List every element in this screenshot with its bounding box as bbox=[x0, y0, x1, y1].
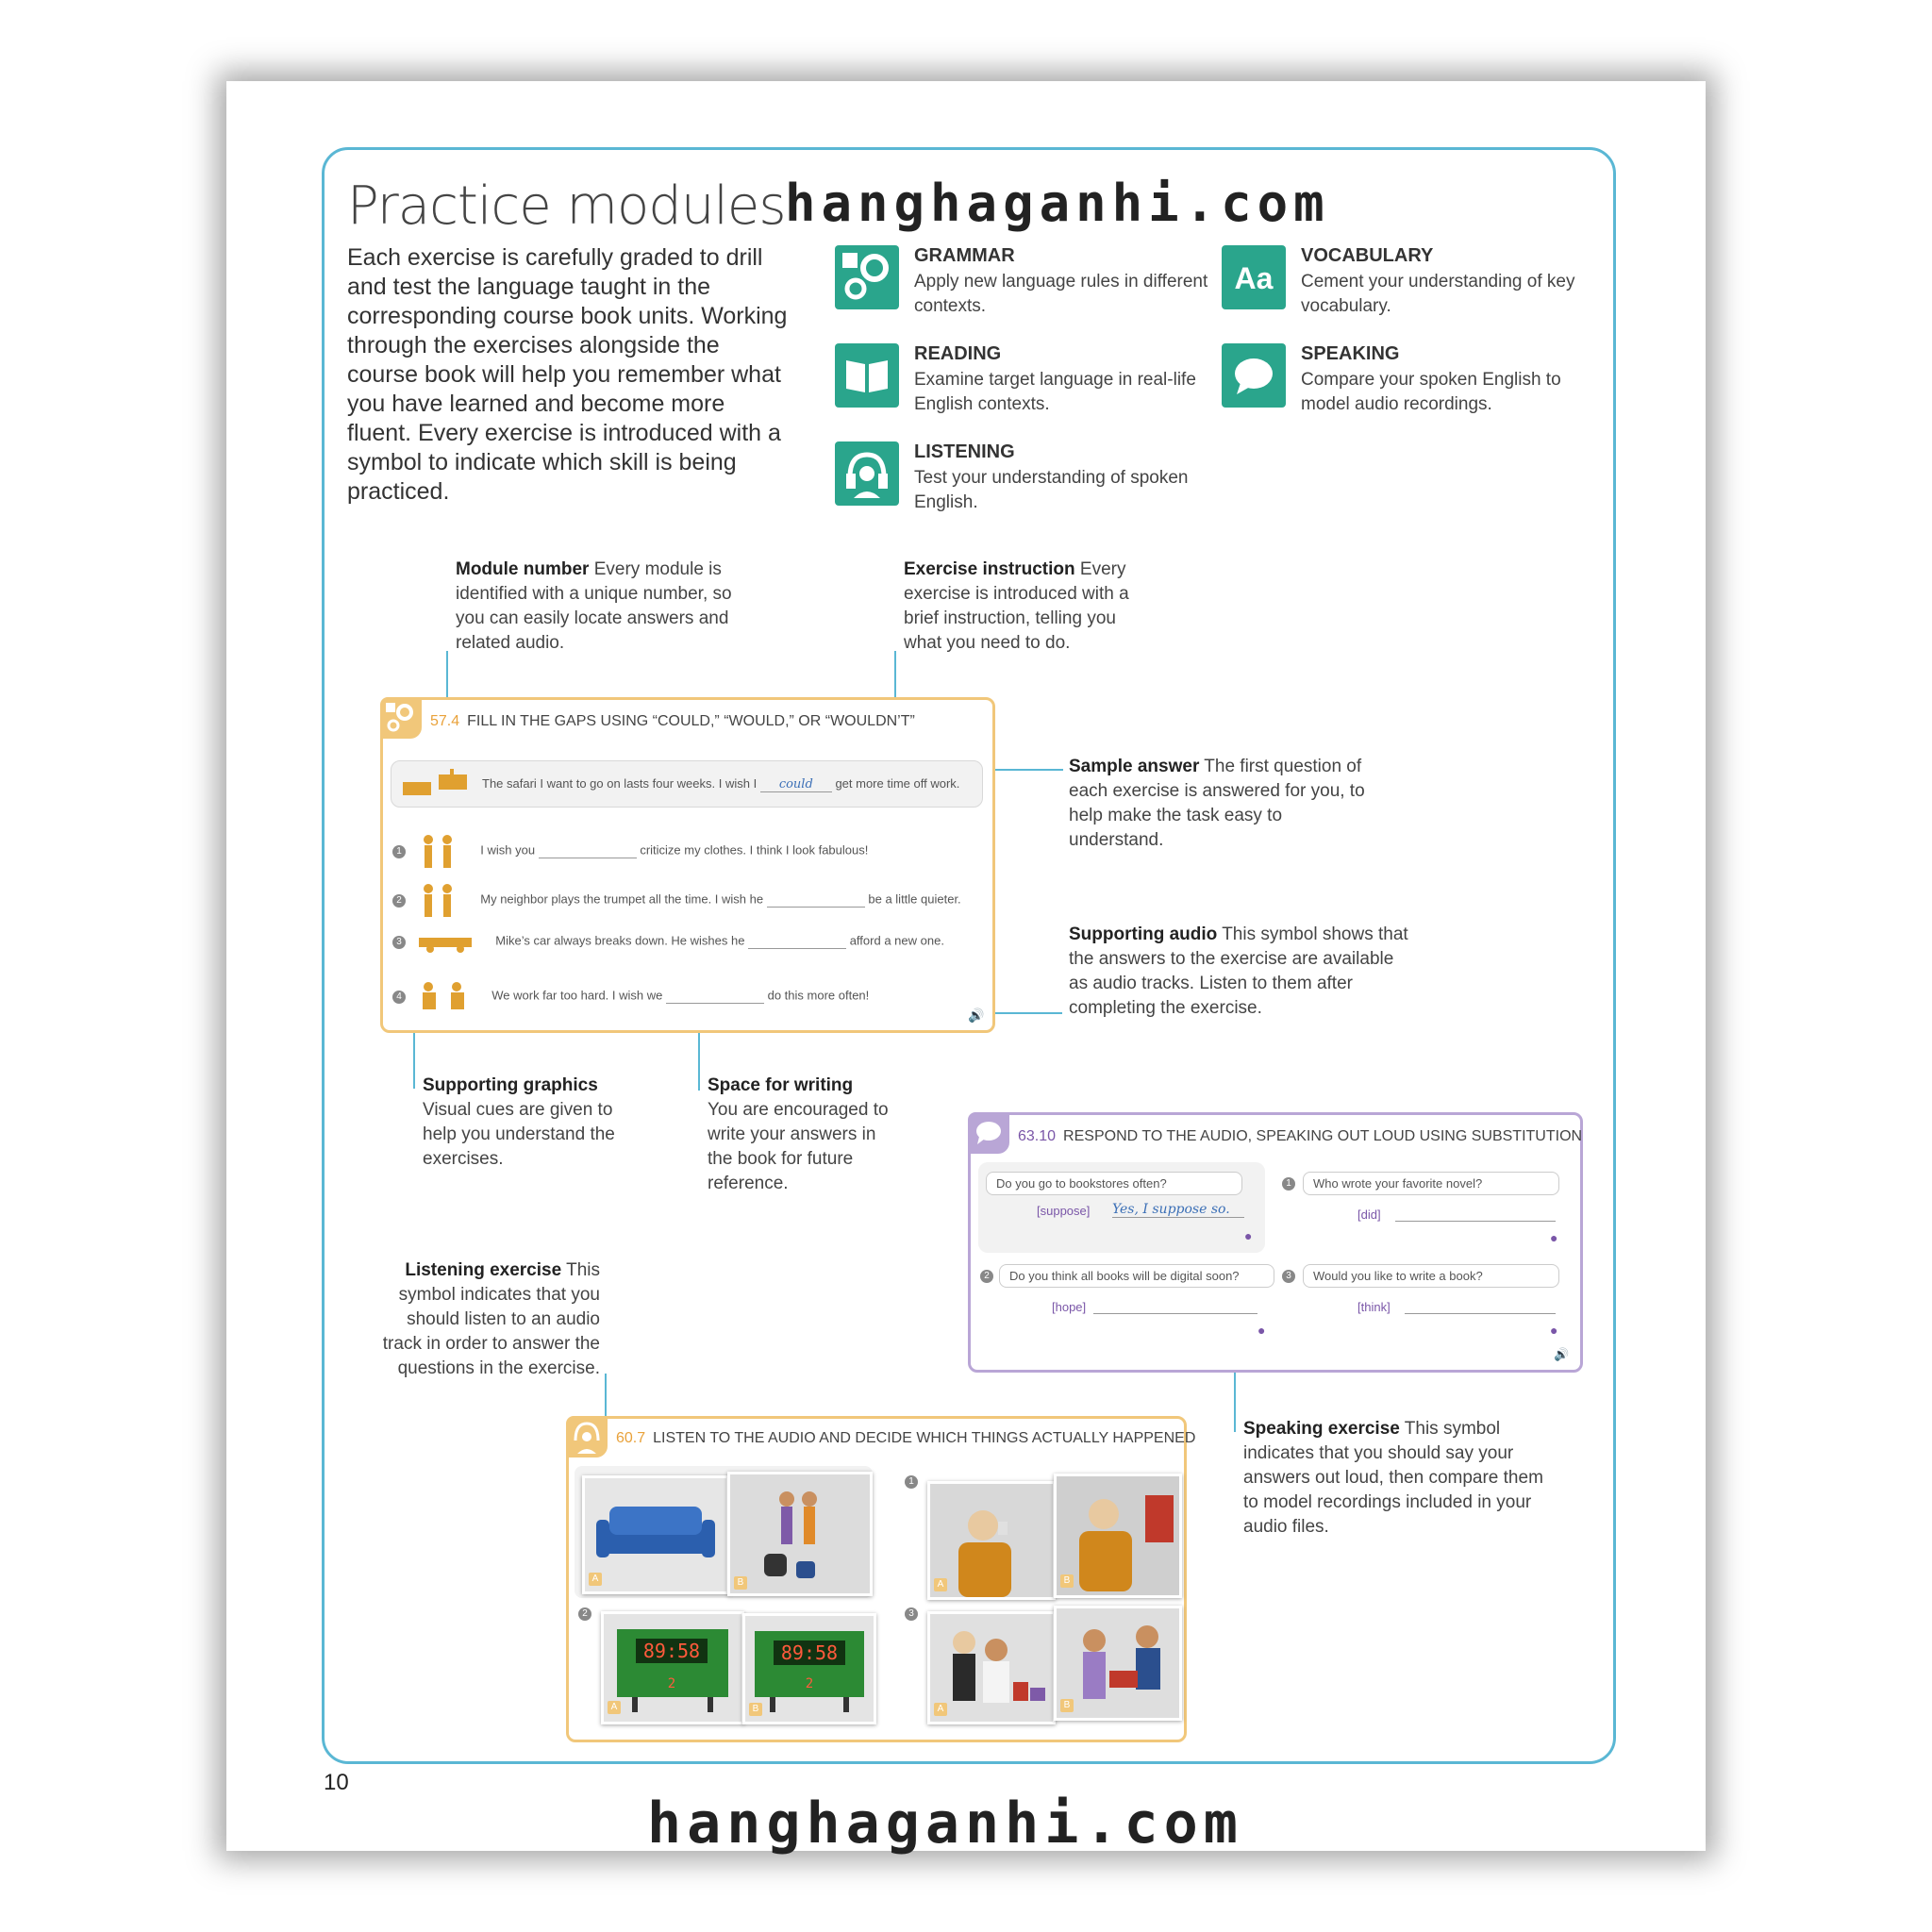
exercise-header bbox=[616, 1430, 1195, 1447]
callout-title: Exercise instruction bbox=[904, 559, 1075, 579]
exercise-item bbox=[392, 930, 944, 953]
headphones-icon bbox=[566, 1416, 608, 1457]
item-number: 2 bbox=[578, 1607, 591, 1621]
callout-title: Space for writing bbox=[708, 1075, 854, 1095]
callout-listening-exercise bbox=[364, 1258, 600, 1381]
page-number: 10 bbox=[324, 1770, 349, 1795]
option-label: B bbox=[1060, 1574, 1074, 1588]
sentence-end: get more time off work. bbox=[835, 776, 960, 791]
item-number: 3 bbox=[1282, 1270, 1295, 1283]
callout-title: Supporting audio bbox=[1069, 924, 1218, 944]
photo-woman-drinking[interactable] bbox=[927, 1481, 1056, 1600]
skill-desc: Cement your understanding of key vocabulary. bbox=[1301, 272, 1575, 316]
car-icon bbox=[417, 930, 474, 953]
sentence-start: The safari I want to go on lasts four weeks. I wish I bbox=[482, 776, 758, 791]
grammar-exercise-box bbox=[380, 697, 995, 1033]
callout-text: This symbol indicates that you should listen to an audio track in order to answer the questions in the exercise. bbox=[382, 1260, 600, 1378]
callout-text: This symbol indicates that you should say your answers out loud, then compare them to model recordings included in your audio files. bbox=[1243, 1419, 1543, 1537]
option-label: A bbox=[589, 1573, 602, 1586]
wedding-icon bbox=[930, 1614, 1053, 1722]
safari-icon bbox=[397, 765, 476, 803]
scoreboard-score: 2 bbox=[667, 1676, 676, 1691]
callout-exercise-instruction bbox=[904, 558, 1149, 656]
speech-bubble-icon bbox=[1222, 343, 1286, 408]
question-bubble: Who wrote your favorite novel? bbox=[1303, 1172, 1559, 1195]
callout-title: Listening exercise bbox=[405, 1260, 562, 1280]
option-label: B bbox=[1060, 1699, 1074, 1712]
answer-input-2[interactable] bbox=[767, 891, 865, 908]
module-number: 60.7 bbox=[616, 1430, 646, 1446]
item-number: 3 bbox=[905, 1607, 918, 1621]
module-number: 57.4 bbox=[430, 713, 460, 729]
gears-puzzle-icon bbox=[380, 697, 422, 739]
item-number: 1 bbox=[905, 1475, 918, 1489]
callout-space-for-writing bbox=[708, 1074, 896, 1196]
woman-drinking-icon bbox=[930, 1484, 1053, 1597]
skill-desc: Apply new language rules in different contexts. bbox=[914, 272, 1208, 316]
item-number: 4 bbox=[392, 991, 406, 1004]
aa-letters-icon bbox=[1222, 245, 1286, 309]
photo-gift-shop[interactable] bbox=[1054, 1606, 1182, 1721]
question-bubble: Do you think all books will be digital soon? bbox=[999, 1264, 1274, 1288]
woman-window-icon bbox=[1057, 1476, 1179, 1595]
item-number: 3 bbox=[392, 936, 406, 949]
intro-text: Each exercise is carefully graded to drill and test the language taught in the corresponding course book units. Working through the exercises alongside the course book will help you remember what you have learned and become more fluent. Every exercise is introduced with a symbol to indicate which skill is being practiced. bbox=[347, 244, 788, 505]
callout-text: Every module is identified with a unique number, so you can easily locate answers and related audio. bbox=[456, 559, 732, 653]
couple-icon bbox=[730, 1474, 870, 1593]
sentence-end: criticize my clothes. I think I look fabulous! bbox=[640, 842, 869, 858]
option-label: A bbox=[934, 1578, 947, 1591]
watermark-bottom: hanghaganhi.com bbox=[647, 1790, 1243, 1857]
photo-woman-window[interactable] bbox=[1054, 1474, 1182, 1598]
photo-scoreboard-b[interactable] bbox=[742, 1613, 876, 1724]
question-bubble: Would you like to write a book? bbox=[1303, 1264, 1559, 1288]
question-bubble: Do you go to bookstores often? bbox=[986, 1172, 1242, 1195]
callout-module-number bbox=[456, 558, 739, 656]
skill-desc: Test your understanding of spoken English. bbox=[914, 468, 1189, 512]
scoreboard-score: 2 bbox=[805, 1676, 814, 1691]
skill-heading: GRAMMAR bbox=[914, 245, 1015, 266]
scoreboard-icon bbox=[745, 1616, 874, 1722]
callout-supporting-graphics bbox=[423, 1074, 630, 1172]
scoreboard-time: 89:58 bbox=[642, 1640, 701, 1662]
answer-line bbox=[1395, 1221, 1556, 1222]
speak-icon[interactable]: ● bbox=[1550, 1323, 1558, 1338]
hint: [suppose] bbox=[1037, 1204, 1091, 1218]
skill-heading: SPEAKING bbox=[1301, 343, 1400, 364]
callout-text: You are encouraged to write your answers in the book for future reference. bbox=[708, 1100, 889, 1193]
item-number: 1 bbox=[392, 845, 406, 858]
page-title: Practice modules bbox=[347, 175, 786, 237]
callout-title: Sample answer bbox=[1069, 757, 1200, 776]
gears-puzzle-icon bbox=[835, 245, 899, 309]
callout-text: The first question of each exercise is answered for you, to help make the task easy to understand. bbox=[1069, 757, 1365, 850]
callout-title: Module number bbox=[456, 559, 590, 579]
sentence-end: afford a new one. bbox=[849, 933, 944, 948]
photo-couple[interactable] bbox=[727, 1472, 873, 1596]
gift-shop-icon bbox=[1057, 1608, 1179, 1718]
callout-text: Visual cues are given to help you understand the exercises. bbox=[423, 1100, 615, 1169]
answer-input-4[interactable] bbox=[666, 987, 764, 1004]
skill-desc: Examine target language in real-life English contexts. bbox=[914, 370, 1196, 414]
sample-text bbox=[482, 776, 959, 792]
exercise-item bbox=[392, 881, 961, 919]
option-label: A bbox=[608, 1701, 621, 1714]
answer-line bbox=[1093, 1313, 1257, 1314]
option-label: B bbox=[734, 1576, 747, 1590]
hint: [did] bbox=[1357, 1208, 1381, 1222]
callout-text: Every exercise is introduced with a brief instruction, telling you what you need to do. bbox=[904, 559, 1129, 653]
speaking-exercise-box bbox=[968, 1112, 1583, 1373]
item-number: 1 bbox=[1282, 1177, 1295, 1191]
callout-title: Supporting graphics bbox=[423, 1075, 598, 1095]
skill-desc: Compare your spoken English to model audio recordings. bbox=[1301, 370, 1561, 414]
audio-speaker-icon[interactable]: 🔊 bbox=[1554, 1347, 1570, 1361]
callout-text: This symbol shows that the answers to the exercise are available as audio tracks. Listen to them after completing the exercise. bbox=[1069, 924, 1408, 1018]
headphones-icon bbox=[835, 441, 899, 506]
exercise-item bbox=[392, 979, 869, 1013]
exercise-item bbox=[392, 832, 868, 870]
people-icon bbox=[417, 832, 458, 870]
sample-answer: Yes, I suppose so. bbox=[1112, 1202, 1244, 1218]
skill-heading: LISTENING bbox=[914, 441, 1015, 462]
option-label: A bbox=[934, 1703, 947, 1716]
sentence-end: be a little quieter. bbox=[868, 891, 961, 907]
speak-icon[interactable]: ● bbox=[1550, 1230, 1558, 1245]
sentence-start: Mike’s car always breaks down. He wishes he bbox=[495, 933, 745, 948]
leader-line bbox=[989, 1012, 1062, 1014]
sample-row bbox=[391, 760, 983, 808]
listening-exercise-box bbox=[566, 1416, 1196, 1742]
callout-title: Speaking exercise bbox=[1243, 1419, 1400, 1439]
open-book-icon bbox=[835, 343, 899, 408]
exercise-header bbox=[430, 713, 915, 730]
answer-input-1[interactable] bbox=[539, 841, 637, 858]
item-number: 2 bbox=[392, 894, 406, 908]
neighbor-trumpet-icon bbox=[417, 881, 458, 919]
photo-sofa[interactable] bbox=[582, 1475, 729, 1594]
hint: [think] bbox=[1357, 1300, 1391, 1314]
sample-answer: could bbox=[760, 777, 832, 792]
book-page bbox=[226, 81, 1706, 1857]
watermark-top: hanghaganhi.com bbox=[785, 174, 1330, 233]
exercise-instruction: RESPOND TO THE AUDIO, SPEAKING OUT LOUD USING SUBSTITUTION bbox=[1063, 1128, 1583, 1144]
sentence-start: My neighbor plays the trumpet all the time. I wish he bbox=[480, 891, 764, 907]
option-label: B bbox=[749, 1703, 762, 1716]
speak-icon[interactable]: ● bbox=[1244, 1228, 1253, 1243]
sentence-end: do this more often! bbox=[767, 988, 870, 1003]
callout-supporting-audio bbox=[1069, 923, 1408, 1021]
skill-heading: VOCABULARY bbox=[1301, 245, 1434, 266]
audio-speaker-icon[interactable]: 🔊 bbox=[968, 1008, 985, 1023]
workers-icon bbox=[417, 979, 470, 1013]
exercise-instruction: FILL IN THE GAPS USING “COULD,” “WOULD,” OR “WOULDN’T” bbox=[467, 713, 915, 729]
answer-line bbox=[1405, 1313, 1556, 1314]
callout-sample-answer bbox=[1069, 755, 1371, 853]
photo-scoreboard-a[interactable] bbox=[601, 1611, 744, 1724]
exercise-instruction: LISTEN TO THE AUDIO AND DECIDE WHICH THINGS ACTUALLY HAPPENED bbox=[653, 1430, 1196, 1446]
speak-icon[interactable]: ● bbox=[1257, 1323, 1266, 1338]
skill-heading: READING bbox=[914, 343, 1002, 364]
svg-text:Aa: Aa bbox=[1234, 261, 1274, 295]
leader-line bbox=[605, 1374, 607, 1419]
module-number: 63.10 bbox=[1018, 1128, 1057, 1144]
hint: [hope] bbox=[1052, 1300, 1087, 1314]
sofa-icon bbox=[585, 1478, 726, 1591]
photo-wedding[interactable] bbox=[927, 1611, 1056, 1724]
exercise-header bbox=[1018, 1128, 1582, 1145]
speech-bubble-icon bbox=[968, 1112, 1009, 1154]
sentence-start: I wish you bbox=[480, 842, 536, 858]
callout-speaking-exercise bbox=[1243, 1417, 1545, 1540]
item-number: 2 bbox=[980, 1270, 993, 1283]
scoreboard-icon bbox=[604, 1614, 741, 1722]
sentence-start: We work far too hard. I wish we bbox=[491, 988, 663, 1003]
scoreboard-time: 89:58 bbox=[780, 1641, 839, 1664]
answer-input-3[interactable] bbox=[748, 932, 846, 949]
